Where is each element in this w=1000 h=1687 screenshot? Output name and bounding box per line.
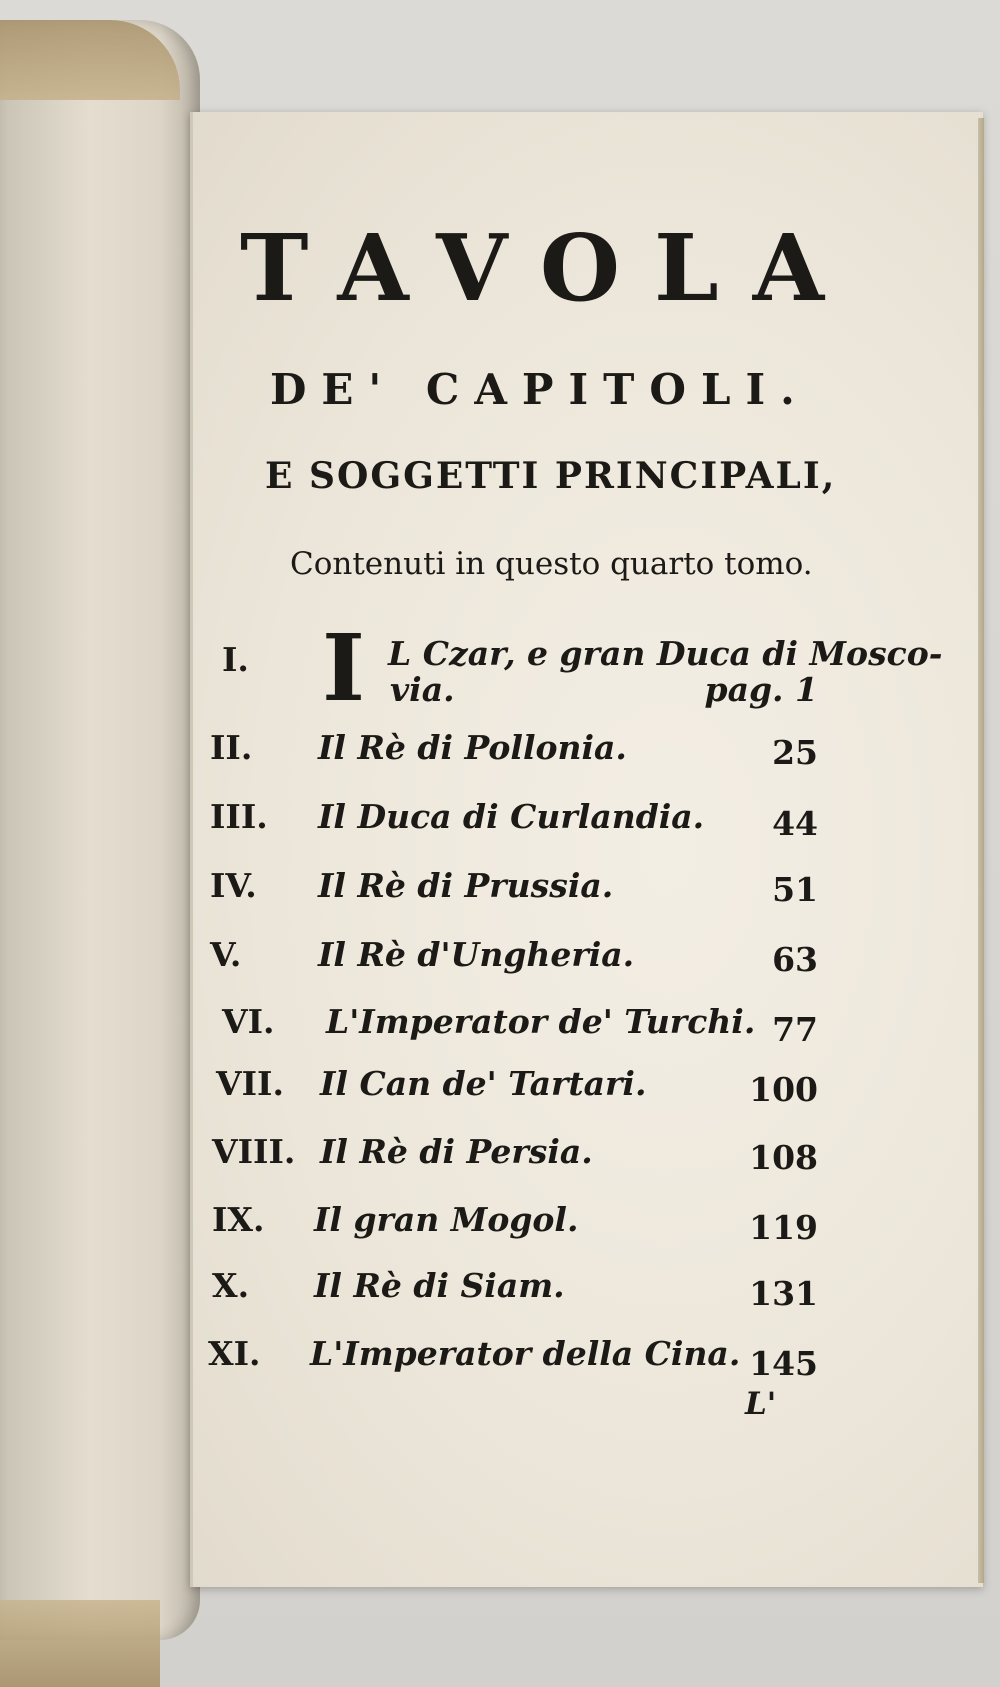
chapter-title: Il Rè d'Ungheria. [318, 935, 635, 974]
chapter-title: Il Rè di Pollonia. [318, 728, 627, 767]
chapter-number: IV. [210, 866, 257, 905]
chapter-title-line1: L Czar, e gran Duca di Mosco- [388, 634, 943, 673]
chapter-title: Il gran Mogol. [314, 1200, 579, 1239]
left-page [0, 20, 200, 1640]
chapter-title: L'Imperator della Cina. [310, 1334, 741, 1373]
chapter-number: VI. [222, 1002, 275, 1041]
chapter-number: III. [210, 797, 268, 836]
chapter-title: L'Imperator de' Turchi. [326, 1002, 756, 1041]
chapter-title: Il Rè di Persia. [320, 1132, 593, 1171]
chapter-title: Il Rè di Prussia. [318, 866, 614, 905]
chapter-page: 77 [772, 1010, 818, 1049]
chapter-title-line2: via. [390, 670, 455, 709]
page-title: TAVOLA [240, 214, 859, 322]
drop-cap: I [322, 614, 366, 722]
chapter-page: 108 [749, 1138, 818, 1177]
chapter-page: pag. 1 [704, 670, 818, 709]
chapter-page: 145 [749, 1344, 818, 1383]
chapter-number: XI. [208, 1334, 261, 1373]
chapter-page: 119 [749, 1208, 818, 1247]
subtitle-capitoli: DE' CAPITOLI. [270, 365, 810, 414]
chapter-page: 63 [772, 940, 818, 979]
chapter-title: Il Duca di Curlandia. [318, 797, 705, 836]
chapter-page: 51 [772, 870, 818, 909]
chapter-title: Il Can de' Tartari. [320, 1064, 647, 1103]
book-binding-bottom [0, 1600, 160, 1687]
chapter-page: 100 [749, 1070, 818, 1109]
subtitle-contenuti: Contenuti in questo quarto tomo. [290, 546, 813, 582]
chapter-page: 25 [772, 733, 818, 772]
chapter-page: 131 [749, 1274, 818, 1313]
chapter-page: 44 [772, 804, 818, 843]
chapter-number: IX. [212, 1200, 265, 1239]
chapter-number: V. [210, 935, 242, 974]
page-edge [978, 118, 984, 1583]
chapter-number: VIII. [212, 1132, 296, 1171]
chapter-title: Il Rè di Siam. [314, 1266, 565, 1305]
catchword: L' [745, 1386, 777, 1422]
chapter-number: II. [210, 728, 253, 767]
chapter-number: X. [212, 1266, 250, 1305]
subtitle-soggetti: E SOGGETTI PRINCIPALI, [265, 455, 837, 497]
chapter-number: I. [222, 640, 249, 679]
chapter-number: VII. [216, 1064, 284, 1103]
